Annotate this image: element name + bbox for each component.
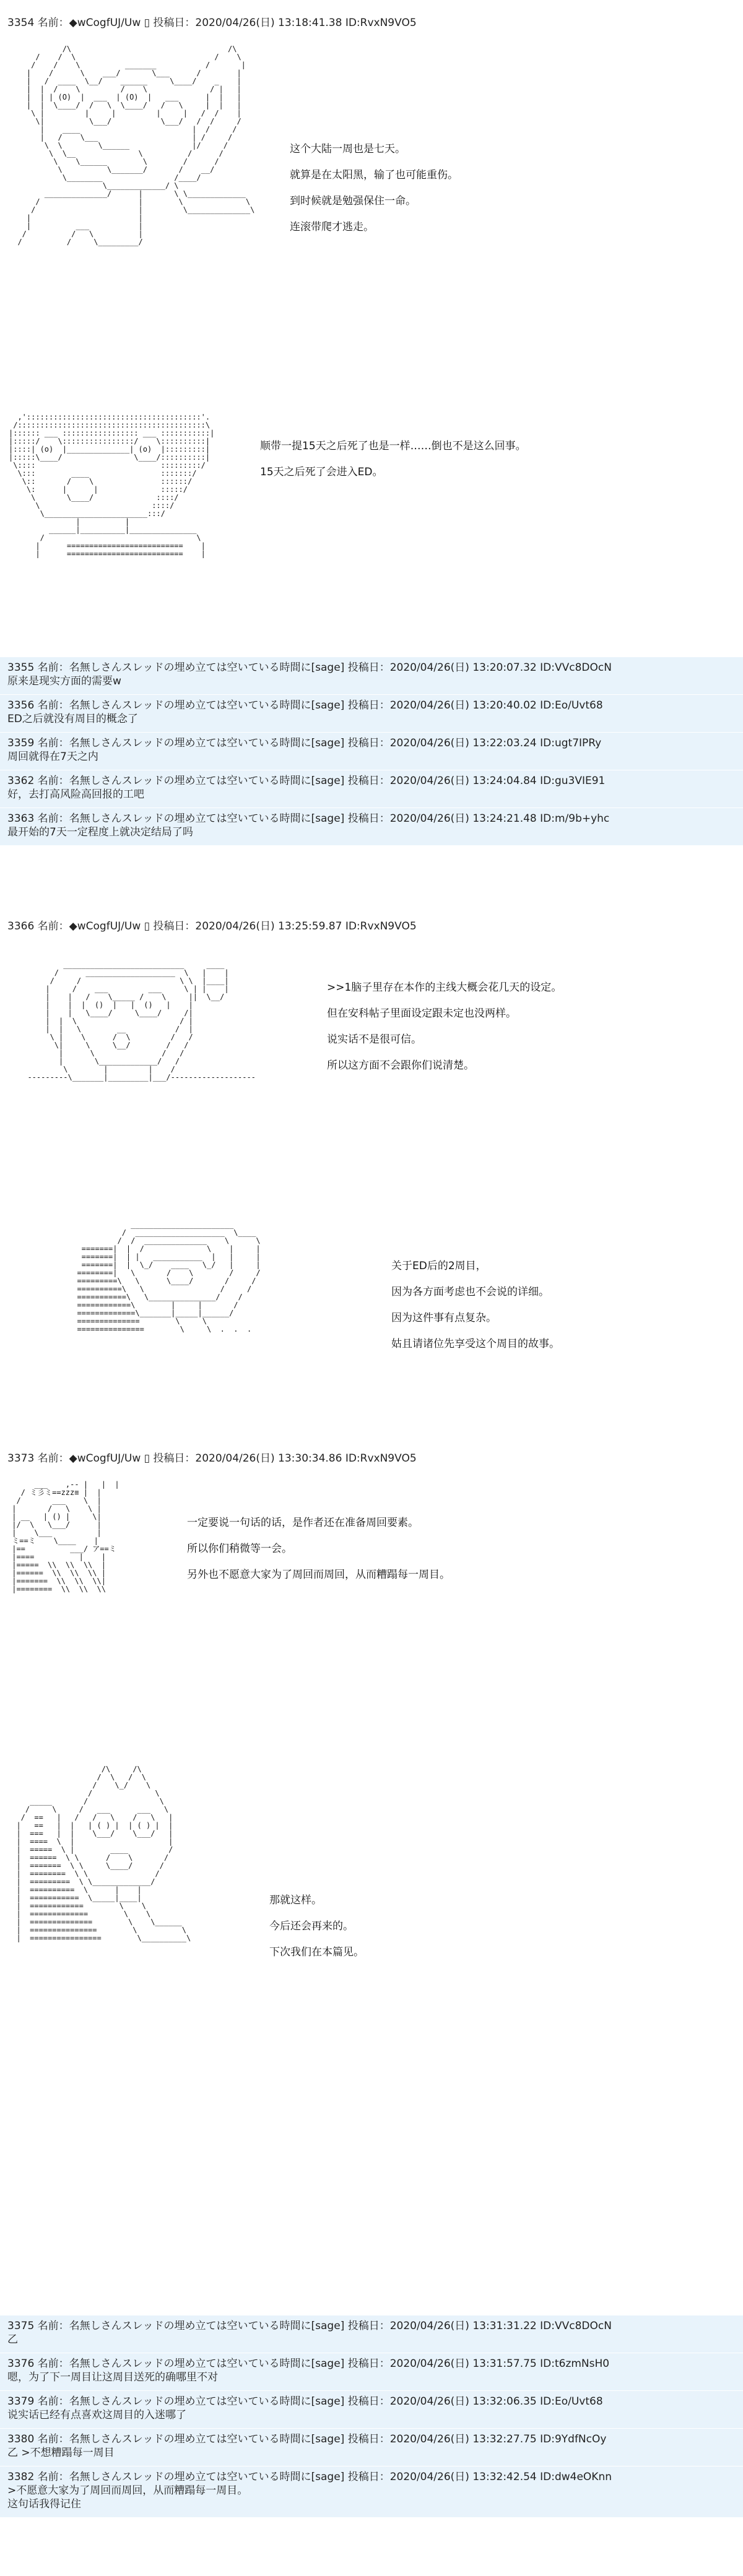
reply-post xyxy=(0,657,743,695)
reply-header: 3355 名前：名無しさんスレッドの埋め立ては空いている時間に[sage] 投稿日：2020/04/26(日) 13:20:07.32 ID:VVc8DOcN xyxy=(7,661,612,674)
reply-post xyxy=(0,808,743,846)
post-header: 3354 名前：◆wCogfUJ/Uw ▯ 投稿日：2020/04/26(日) 13:18:41.38 ID:RvxN9VO5 xyxy=(7,17,417,29)
ascii-art: /\ /\ / \ / \ / \_/ \ / \ _____ / \ / \ / ___ ___ \ / == | / / \ / \ | | == | | | ( ) | | ( ) | | | === | | \___/ \___/ | | ==== \ | | | ===== \ | ____ / | ====== \ \ / \ / | ======= \ \ \____/ / | ======== \ \ / | ========= \ \_____________/ | ========== \ | | | =========== \_____|____| | ============ \ \ | ============= \ \ | ============== \ \______ | =============== \ \ | ================ \__________\ xyxy=(16,1765,191,1942)
dialog-lines xyxy=(391,1253,560,1357)
reply-header: 3379 名前：名無しさんスレッドの埋め立ては空いている時間に[sage] 投稿日：2020/04/26(日) 13:32:06.35 ID:Eo/Uvt68 xyxy=(7,2395,603,2408)
ascii-art: ___ ,-- | | | / ミ彡ミ==zzz≡ | | / ___ \ | | / \ \ | | __ | () | \| |/ \ \___/ | | \___ | ミ==ミ \____ | |== ___/ ア==ミ |==== | | |===== \\ \\ \\ | |====== \\ \\ \\ | |======= \\ \\ \\| |======== \\ \\ \\ xyxy=(12,1480,119,1593)
dialog-lines xyxy=(187,1510,450,1588)
reply-header: 3359 名前：名無しさんスレッドの埋め立ては空いている時間に[sage] 投稿日：2020/04/26(日) 13:22:03.24 ID:ugt7IPRy xyxy=(7,737,602,749)
reply-body: ED之后就没有周目的概念了 xyxy=(7,713,138,725)
dialog-line: 这个大陆一周也是七天。 xyxy=(290,143,406,155)
dialog-line: 所以这方面不会跟你们说清楚。 xyxy=(327,1059,474,1072)
reply-body: 说实话已经有点喜欢这周目的入迷哪了 xyxy=(7,2409,186,2421)
dialog-line: 因为这件事有点复杂。 xyxy=(391,1312,497,1324)
dialog-line: 到时候就是勉强保住一命。 xyxy=(290,195,416,207)
reply-header: 3382 名前：名無しさんスレッドの埋め立ては空いている時間に[sage] 投稿日：2020/04/26(日) 13:32:42.54 ID:dw4eOKnn xyxy=(7,2471,612,2483)
reply-post xyxy=(0,2353,743,2391)
dialog-line: 那就这样。 xyxy=(269,1894,322,1906)
reply-header: 3363 名前：名無しさんスレッドの埋め立ては空いている時間に[sage] 投稿日：2020/04/26(日) 13:24:21.48 ID:m/9b+yhc xyxy=(7,812,610,825)
dialog-line: 所以你们稍微等一会。 xyxy=(187,1543,292,1555)
dialog-line: 就算是在太阳黑，输了也可能重伤。 xyxy=(290,169,458,181)
reply-post xyxy=(0,2429,743,2466)
dialog-line: 因为各方面考虑也不会说的详细。 xyxy=(391,1286,549,1298)
dialog-line: 但在安科帖子里面设定跟未定也没两样。 xyxy=(327,1007,516,1020)
reply-post xyxy=(0,733,743,770)
reply-body: >不愿意大家为了周回而周回，从而糟蹋每一周目。 xyxy=(7,2484,248,2497)
reply-body: 最开始的7天一定程度上就决定结局了吗 xyxy=(7,826,193,838)
reply-header: 3380 名前：名無しさんスレッドの埋め立ては空いている時間に[sage] 投稿日：2020/04/26(日) 13:32:27.75 ID:9YdfNcOy xyxy=(7,2433,607,2445)
reply-header: 3376 名前：名無しさんスレッドの埋め立ては空いている時間に[sage] 投稿日：2020/04/26(日) 13:31:57.75 ID:t6zmNsH0 xyxy=(7,2358,610,2370)
dialog-line: >>1脑子里存在本作的主线大概会花几天的设定。 xyxy=(327,981,562,994)
ascii-art: ,':::::::::::::::::::::::::::::::::::::::'. /::::::::::::::::::::::::::::::::::::::::::\ |:::::: ___ ::::::::::::::::: ___ :::::::::::| |:::::/ \::::::::::::::::/ \::::::::::| |::::| (o) |______________| (o) |:::::::::| |:::::\____/ \____/::::::::::| \:::: :::::::::/ \::: ____ :::::::/ \:: / \ ::::::/ \: | | :::::/ \ \____/ ::::/ \ ::::/ \_______________________:::/ | | ______|__________|_______________ / \ | ========================== | | ========================== | xyxy=(9,413,215,558)
reply-body: 乙 >不想糟蹋每一周目 xyxy=(7,2447,115,2459)
dialog-line: 顺带一提15天之后死了也是一样……倒也不是这么回事。 xyxy=(260,440,526,452)
dialog-lines xyxy=(290,136,458,240)
reply-body: 周回就得在7天之内 xyxy=(7,751,98,763)
reply-post xyxy=(0,770,743,808)
reply-header: 3356 名前：名無しさんスレッドの埋め立ては空いている時間に[sage] 投稿日：2020/04/26(日) 13:20:40.02 ID:Eo/Uvt68 xyxy=(7,699,603,712)
ascii-art: ___________________________ ____ / ____________________ \ | | / / \ \ |____| | / ___ ___ \ | | | | | / \_____ / \ || \__/ | | | () | | () | | | | \____/ \____/ /| | | \ / | | | \ __ / | \ | \ / \ / / \| \ \__/ / / | \ / / | \_____________/ / \ | | / ---------\_______|_________|___/------------------- xyxy=(27,960,256,1082)
dialog-line: 另外也不愿意大家为了周回而周回，从而糟蹋每一周目。 xyxy=(187,1569,450,1581)
reply-post xyxy=(0,2315,743,2353)
reply-body: 这句话我得记住 xyxy=(7,2498,81,2510)
reply-post xyxy=(0,2391,743,2429)
reply-list xyxy=(0,2315,743,2518)
ascii-art: /\ /\ / / \ / \ / / \ _______ / | | / \ ___/ \___ / | | / ____ \__/ ______ \____/ _ | | | / \ / \ / | | | | | (O) | ___ | (O) | ___ | | | | | \____/ / \ \____/ / \ | | | \ | | | | | / / | \| \___/ \___/ / / / | ____ | / / | / \___ | / / \ \ \______ |/ / \ \__ \ / / \ \______ \ / / \ \_______/ / __/ \________ /____/ \_____________/ \ ______________/ | \ \_____________ / | \ \ / | \______________\ | | | ___ | / / \ | / / \_________/ xyxy=(17,45,255,246)
dialog-lines xyxy=(327,975,562,1079)
reply-post xyxy=(0,695,743,733)
dialog-line: 连滚带爬才逃走。 xyxy=(290,221,374,233)
dialog-line: 今后还会再来的。 xyxy=(269,1920,354,1932)
reply-list xyxy=(0,657,743,846)
reply-body: 好，去打高风险高回报的工吧 xyxy=(7,788,144,801)
dialog-line: 关于ED后的2周目， xyxy=(391,1260,487,1272)
reply-header: 3375 名前：名無しさんスレッドの埋め立ては空いている時間に[sage] 投稿日：2020/04/26(日) 13:31:31.22 ID:VVc8DOcN xyxy=(7,2320,612,2332)
post-header: 3366 名前：◆wCogfUJ/Uw ▯ 投稿日：2020/04/26(日) 13:25:59.87 ID:RvxN9VO5 xyxy=(7,920,417,933)
reply-body: 嗯，为了下一周目让这周目送死的确哪里不对 xyxy=(7,2371,218,2384)
reply-post xyxy=(0,2466,743,2518)
post-header: 3373 名前：◆wCogfUJ/Uw ▯ 投稿日：2020/04/26(日) 13:30:34.86 ID:RvxN9VO5 xyxy=(7,1452,417,1465)
dialog-line: 15天之后死了会进入ED。 xyxy=(260,466,383,478)
dialog-line: 说实话不是很可信。 xyxy=(327,1033,422,1046)
ascii-art: _______________________ / ____________________ \____ / / ______________ \ \ =======| | / \ | | =======| | | ___________ | | | =======| | \_/ ____ \_/ | | ========| \ / \ / / =========\ \ \____/ / / ==========\ \ / / ===========\ \_______________/ / ============\ | | / =============\_______|_____|______/ ============== \ \ =============== \ \ . . . xyxy=(77,1220,261,1333)
dialog-line: 一定要说一句话的话，是作者还在准备周回要素。 xyxy=(187,1517,419,1529)
dialog-line: 下次我们在本篇见。 xyxy=(269,1946,364,1958)
dialog-line: 姑且请诸位先享受这个周目的故事。 xyxy=(391,1338,560,1350)
dialog-lines xyxy=(260,433,526,485)
reply-header: 3362 名前：名無しさんスレッドの埋め立ては空いている時間に[sage] 投稿日：2020/04/26(日) 13:24:04.84 ID:gu3VIE91 xyxy=(7,775,606,787)
reply-body: 原来是现实方面的需要w xyxy=(7,675,121,687)
dialog-lines xyxy=(269,1887,364,1965)
reply-body: 乙 xyxy=(7,2333,18,2346)
